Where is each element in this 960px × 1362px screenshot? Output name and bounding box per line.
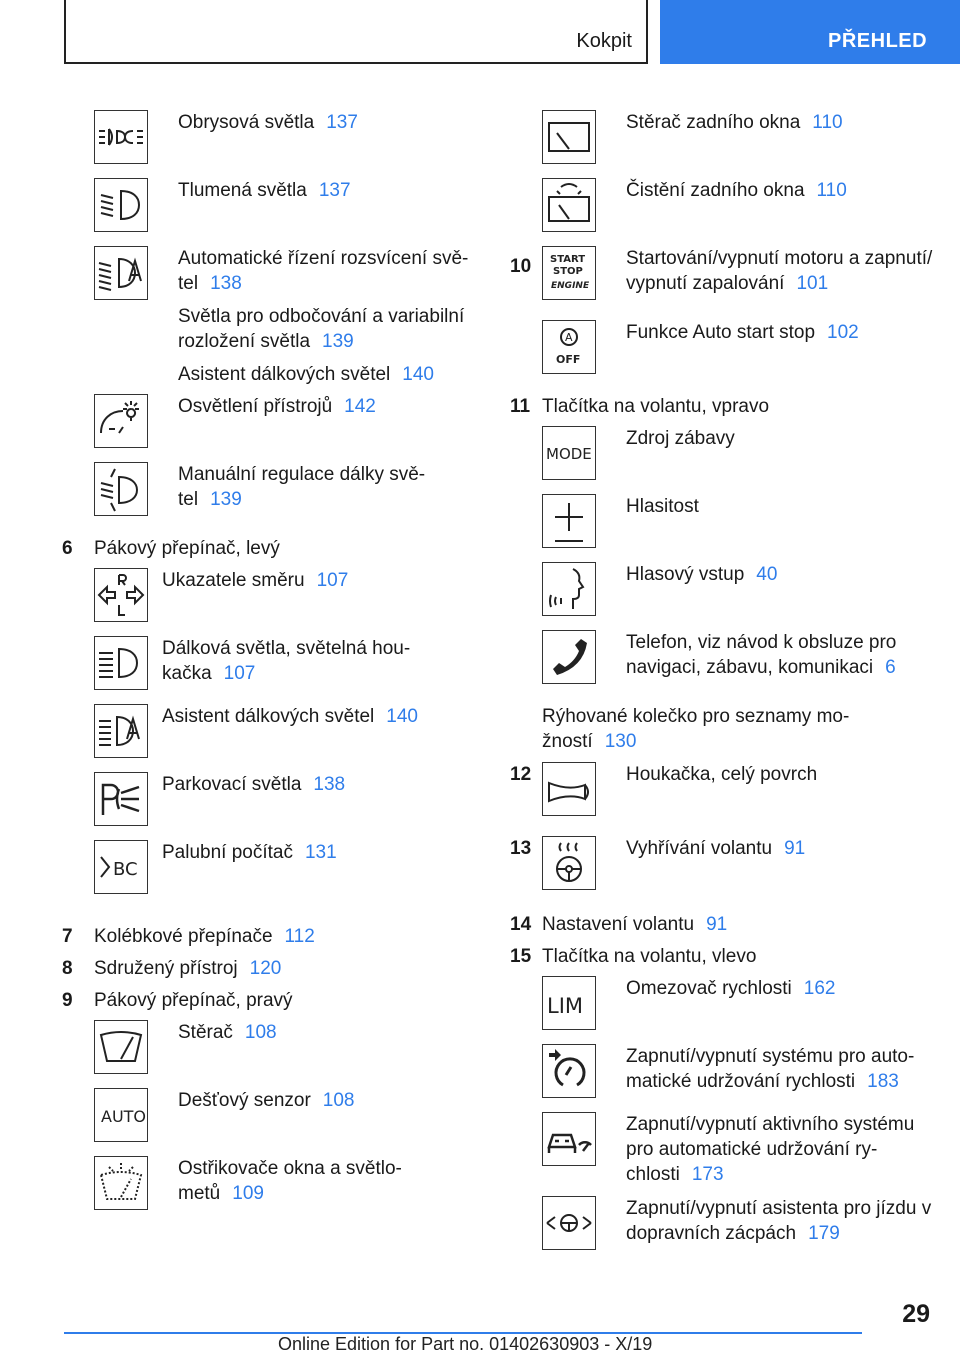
item-text: Dešťový senzor <box>178 1090 311 1111</box>
section-number: 7 <box>62 926 73 947</box>
volume-icon[interactable] <box>542 494 596 548</box>
svg-text:BC: BC <box>113 859 138 880</box>
item-text: Hlasitost <box>626 496 699 517</box>
list-item <box>510 426 940 494</box>
onboard-computer-icon <box>94 840 148 894</box>
item-text: Světla pro odbočování a variabilní rozložení světla <box>178 306 465 352</box>
list-item <box>62 1020 472 1088</box>
item-text: Dálková světla, světelná hou-kačka <box>162 638 411 684</box>
list-item <box>62 1156 472 1224</box>
list-item <box>510 246 940 320</box>
auto-headlight-icon <box>94 246 148 300</box>
left-column <box>62 110 472 1224</box>
turn-signal-icon <box>94 568 148 622</box>
steering-heating-icon <box>542 836 596 890</box>
page-link[interactable]: 173 <box>691 1164 724 1185</box>
list-item <box>62 394 472 462</box>
item-text: Asistent dálkových světel <box>178 364 391 385</box>
section-8 <box>62 956 472 988</box>
item-text: Zapnutí/vypnutí asistenta pro jízdu v dopravních zácpách <box>626 1198 932 1244</box>
list-item <box>62 704 472 772</box>
section-title: Sdružený přístroj <box>94 958 238 979</box>
section-title: Tlačítka na volantu, vlevo <box>542 946 757 967</box>
list-item <box>62 110 472 178</box>
section-title: Nastavení volantu <box>542 914 695 935</box>
parking-lights-icon <box>94 110 148 164</box>
section-number: 9 <box>62 990 73 1011</box>
list-item <box>510 762 940 836</box>
page-link[interactable]: 183 <box>867 1071 899 1092</box>
active-cruise-icon[interactable] <box>542 1112 596 1166</box>
page-link[interactable]: 138 <box>210 273 242 294</box>
list-item <box>510 836 940 912</box>
page-link[interactable]: 142 <box>344 396 376 417</box>
svg-text:AUTO: AUTO <box>101 1107 147 1126</box>
rear-wiper-icon <box>542 110 596 164</box>
item-text: Funkce Auto start stop <box>626 322 816 343</box>
section-title: Pákový přepínač, pravý <box>94 990 293 1011</box>
page-link[interactable]: 138 <box>313 774 346 795</box>
page-link[interactable]: 140 <box>386 706 418 727</box>
list-item <box>510 178 940 246</box>
page-link[interactable]: 130 <box>604 731 637 752</box>
item-text: Ukazatele směru <box>162 570 305 591</box>
item-text: Omezovač rychlosti <box>626 978 792 999</box>
section-number: 8 <box>62 958 73 979</box>
page-link[interactable]: 137 <box>326 112 358 133</box>
section-6 <box>62 536 472 568</box>
high-beam-icon <box>94 636 148 690</box>
item-text: Asistent dálkových světel <box>162 706 375 727</box>
list-item <box>510 1044 940 1112</box>
mode-icon[interactable] <box>542 426 596 480</box>
item-text: Zapnutí/vypnutí systému pro auto-matické udržování rychlosti <box>626 1046 915 1092</box>
section-7 <box>62 924 472 956</box>
rain-sensor-icon <box>94 1088 148 1142</box>
footer-text: Online Edition for Part no. 01402630903 - X/19 <box>278 1334 653 1354</box>
list-item <box>62 636 472 704</box>
page-link[interactable]: 112 <box>284 926 315 947</box>
page-link[interactable]: 120 <box>249 958 282 979</box>
page-link[interactable]: 110 <box>812 112 843 133</box>
rear-washer-icon <box>542 178 596 232</box>
auto-start-stop-off-icon <box>542 320 596 374</box>
parking-light-icon <box>94 772 148 826</box>
svg-text:STOP: STOP <box>553 266 583 277</box>
section-title: Kokpit <box>576 30 632 52</box>
item-text: Rýhované kolečko pro seznamy mo-žností <box>542 706 850 752</box>
traffic-jam-assist-icon[interactable] <box>542 1196 596 1250</box>
page-link[interactable]: 91 <box>706 914 728 935</box>
chapter-title: PŘEHLED <box>828 30 928 52</box>
low-beam-icon <box>94 178 148 232</box>
header-chapter-tab[interactable] <box>660 0 960 64</box>
cruise-control-icon[interactable] <box>542 1044 596 1098</box>
page-link[interactable]: 107 <box>223 663 256 684</box>
item-text: Čistění zadního okna <box>626 180 805 201</box>
page-link[interactable]: 131 <box>304 842 337 863</box>
section-number: 10 <box>510 256 532 277</box>
svg-text:MODE: MODE <box>546 445 592 463</box>
item-text: Zdroj zábavy <box>626 428 735 449</box>
start-stop-icon <box>542 246 596 300</box>
section-number: 11 <box>510 396 531 417</box>
page-link[interactable]: 108 <box>322 1090 355 1111</box>
list-item <box>510 110 940 178</box>
item-text: Palubní počítač <box>162 842 293 863</box>
item-text: Zapnutí/vypnutí aktivního systému pro automatické udržování ry-chlosti <box>626 1114 915 1185</box>
washer-icon <box>94 1156 148 1210</box>
right-column <box>510 110 940 1264</box>
item-text: Houkačka, celý povrch <box>626 764 818 785</box>
voice-input-icon[interactable] <box>542 562 596 616</box>
section-9 <box>62 988 472 1020</box>
list-item <box>510 562 940 630</box>
section-number: 6 <box>62 538 73 559</box>
item-text: Tlumená světla <box>178 180 307 201</box>
section-number: 14 <box>510 914 532 935</box>
page-link[interactable]: 40 <box>756 564 778 585</box>
list-item <box>62 1088 472 1156</box>
horn-icon <box>542 762 596 816</box>
section-number: 13 <box>510 838 532 859</box>
item-text: Manuální regulace dálky svě-tel <box>178 464 426 510</box>
phone-icon[interactable] <box>542 630 596 684</box>
list-item <box>62 246 472 394</box>
svg-text:OFF: OFF <box>556 353 581 366</box>
page-link[interactable]: 140 <box>402 364 434 385</box>
page-link[interactable]: 108 <box>244 1022 277 1043</box>
item-text: Parkovací světla <box>162 774 302 795</box>
list-item <box>510 630 940 704</box>
headlight-range-icon <box>94 462 148 516</box>
item-text: Automatické řízení rozsvícení svě-tel <box>178 248 469 294</box>
page-link[interactable]: 101 <box>796 273 829 294</box>
page-link[interactable]: 110 <box>816 180 847 201</box>
page-link[interactable]: 109 <box>232 1183 264 1204</box>
list-item <box>510 976 940 1044</box>
page-link[interactable]: 179 <box>808 1223 840 1244</box>
svg-text:ENGINE: ENGINE <box>551 281 590 291</box>
list-item <box>510 320 940 394</box>
section-title: Tlačítka na volantu, vpravo <box>542 396 770 417</box>
item-text: Telefon, viz návod k obsluze pro navigaci, zábavu, komunikaci <box>626 632 897 678</box>
list-item <box>62 772 472 840</box>
page-link[interactable]: 139 <box>322 331 354 352</box>
page-number: 29 <box>902 1300 930 1328</box>
svg-text:LIM: LIM <box>547 994 584 1018</box>
list-item <box>62 462 472 536</box>
page-link[interactable]: 107 <box>316 570 349 591</box>
item-text: Hlasový vstup <box>626 564 745 585</box>
high-beam-assist-icon <box>94 704 148 758</box>
thumbwheel-item <box>510 704 940 762</box>
section-number: 12 <box>510 764 532 785</box>
item-text: Startování/vypnutí motoru a zapnutí/ vypnutí zapalování <box>626 248 933 294</box>
page-link[interactable]: 102 <box>827 322 859 343</box>
page-link[interactable]: 6 <box>885 657 896 678</box>
section-title: Kolébkové přepínače <box>94 926 273 947</box>
list-item <box>510 494 940 562</box>
item-text: Osvětlení přístrojů <box>178 396 333 417</box>
page-link[interactable]: 162 <box>803 978 836 999</box>
svg-text:START: START <box>550 254 586 265</box>
item-text: Obrysová světla <box>178 112 315 133</box>
section-11 <box>510 394 940 426</box>
header-section <box>64 0 648 64</box>
svg-text:A: A <box>565 331 573 344</box>
list-item <box>62 178 472 246</box>
item-text: Vyhřívání volantu <box>626 838 773 859</box>
section-15 <box>510 944 940 976</box>
page-link[interactable]: 91 <box>784 838 806 859</box>
wiper-icon <box>94 1020 148 1074</box>
section-number: 15 <box>510 946 532 967</box>
item-text: Ostřikovače okna a světlo-metů <box>178 1158 402 1204</box>
page-link[interactable]: 139 <box>210 489 242 510</box>
section-14 <box>510 912 940 944</box>
item-text: Stěrač <box>178 1022 233 1043</box>
item-text: Stěrač zadního okna <box>626 112 801 133</box>
instrument-lighting-icon <box>94 394 148 448</box>
list-item <box>510 1112 940 1196</box>
list-item <box>62 840 472 924</box>
list-item <box>510 1196 940 1264</box>
page-link[interactable]: 137 <box>318 180 351 201</box>
list-item <box>62 568 472 636</box>
section-title: Pákový přepínač, levý <box>94 538 280 559</box>
speed-limiter-icon[interactable] <box>542 976 596 1030</box>
